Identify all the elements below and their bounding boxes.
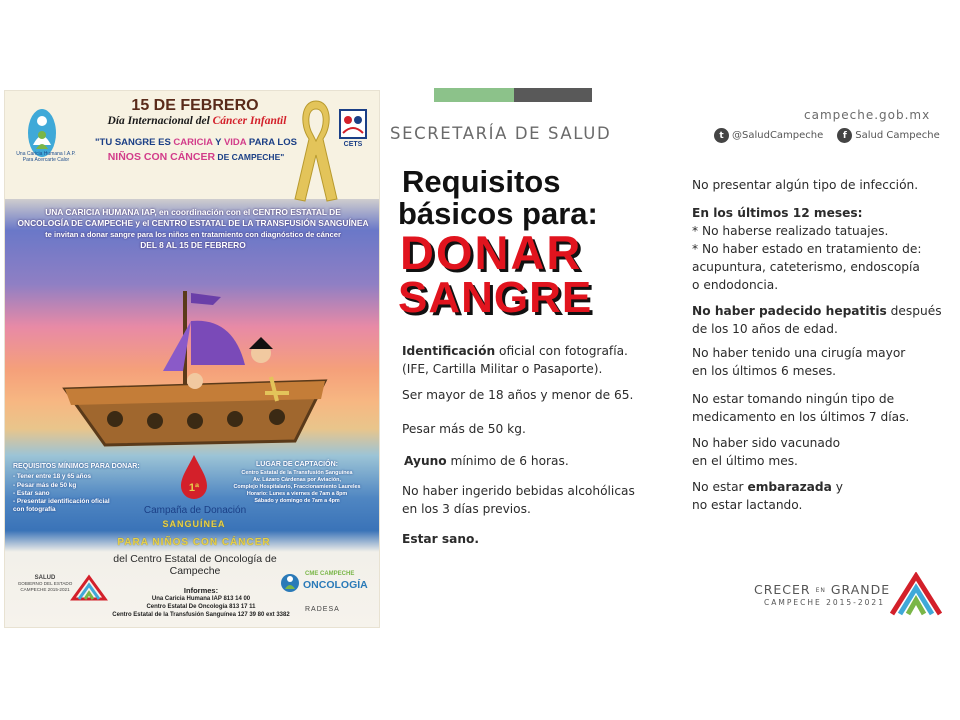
caricia-humana-logo-text (11, 151, 81, 163)
cets-logo-text: CETS (343, 141, 363, 148)
req-infeccion: No presentar algún tipo de infección. (692, 178, 919, 192)
req-bold: Identificación (402, 344, 496, 358)
cets-logo-icon (339, 109, 367, 149)
quote-caricia: CARICIA (173, 137, 213, 148)
quote-vida: VIDA (223, 137, 247, 148)
quote-ninos: NIÑOS CON CÁNCER (107, 151, 216, 163)
radesa-label: RADESA (305, 606, 340, 613)
req-text: (IFE, Cartilla Militar o Pasaporte). (402, 362, 603, 376)
day-title-prefix: Día Internacional del (107, 115, 213, 127)
poster-place-header: LUGAR DE CAPTACIÓN: (256, 461, 338, 468)
center-line: del Centro Estatal de Oncología de (113, 553, 277, 565)
req-bold: Ayuno (404, 454, 447, 468)
req-hepatitis (692, 302, 942, 338)
req-text: medicamento en los últimos 7 días. (692, 410, 910, 424)
facebook-handle: Salud Campeche (855, 130, 940, 141)
req-text: en el último mes. (692, 454, 798, 468)
cme-label: CME CAMPECHE (305, 571, 355, 577)
accent-bar-gray (514, 88, 592, 102)
req-text: No estar tomando ningún tipo de (692, 392, 895, 406)
req-edad: Ser mayor de 18 años y menor de 65. (402, 388, 634, 402)
title-line-sangre: SANGRE (398, 273, 593, 322)
poster-day-title (87, 115, 307, 127)
salud-sub: GOBIERNO DEL ESTADO (17, 581, 73, 586)
quote-part: "TU SANGRE ES (95, 137, 174, 148)
campeche-period: CAMPECHE 2015-2021 (764, 598, 885, 607)
campeche-triangle-logo-icon (890, 572, 942, 616)
quote-part: DE CAMPECHE" (215, 152, 285, 162)
title-line-donar: DONAR (400, 226, 583, 279)
req-vacunado (692, 434, 840, 470)
crecer-en: EN (815, 587, 826, 594)
req-sano (402, 530, 479, 548)
gold-ribbon-icon (291, 95, 341, 205)
req-peso: Pesar más de 50 kg. (402, 422, 526, 436)
secretaria-de-salud-heading: SECRETARÍA DE SALUD (390, 124, 612, 143)
pirate-ship-illustration (45, 281, 345, 461)
poster-campaign-title: Campaña de Donación (143, 505, 247, 516)
req-ayuno (404, 452, 569, 470)
req-text: No estar (692, 480, 748, 494)
req-bold: Estar sano. (402, 532, 480, 546)
req-text: * No haberse realizado tatuajes. (692, 224, 889, 238)
org-logo-tagline: Para Acercarte Calor (22, 157, 70, 163)
poster-location (219, 461, 375, 505)
poster-req-item: - Estar sano (13, 489, 50, 497)
info-line: Centro Estatal De Oncología 813 17 11 (146, 604, 256, 610)
center-line: Campeche (169, 565, 221, 577)
req-bold: En los últimos 12 meses: (692, 206, 863, 220)
poster-campaign-subtitle: SANGUÍNEA (162, 519, 226, 529)
req-text: acupuntura, cateterismo, endoscopía (692, 260, 920, 274)
req-text: * No haber estado en tratamiento de: (692, 242, 922, 256)
drop-label: 1ª (188, 482, 200, 494)
quote-part: PARA LOS (246, 137, 297, 148)
info-line: Centro Estatal de la Transfusión Sanguínea 127 39 80 ext 3382 (112, 612, 290, 618)
title-line-basicos: básicos para: (398, 196, 598, 231)
poster-place-line: Horario: Lunes a viernes de 7am a 8pm (246, 491, 348, 497)
crecer-en-grande-wordmark (754, 582, 890, 597)
invite-dates: DEL 8 AL 15 DE FEBRERO (140, 240, 246, 250)
website-url: campeche.gob.mx (804, 108, 931, 122)
twitter-handle: @SaludCampeche (732, 130, 824, 141)
req-text: No haber sido vacunado (692, 436, 841, 450)
req-ultimos-12-meses (692, 204, 921, 294)
crecer-text: GRANDE (825, 582, 891, 597)
req-text: no estar lactando. (692, 498, 803, 512)
poster-place-line: Sábado y domingo de 7am a 4pm (254, 498, 340, 504)
poster-req-header: REQUISITOS MÍNIMOS PARA DONAR: (13, 463, 140, 470)
poster-place-line: Centro Estatal de la Transfusión Sanguínea (241, 470, 353, 476)
info-line: Una Caricia Humana IAP 813 14 00 (151, 596, 251, 602)
facebook-icon: f (837, 128, 852, 143)
salud-label: SALUD (34, 575, 56, 581)
poster-center-name (85, 553, 305, 577)
org-logo-name: Una Caricia Humana I.A.P. (16, 151, 76, 157)
req-bold: embarazada (747, 480, 832, 494)
invite-line: te invitan a donar sangre para los niños en tratamiento con diagnóstico de cáncer (45, 230, 341, 239)
campaign-poster (4, 90, 380, 628)
poster-req-item: - Tener entre 18 y 65 años (13, 473, 92, 481)
poster-invitation (17, 207, 369, 251)
twitter-icon: t (714, 128, 729, 143)
salud-gobierno-logo-text (15, 575, 75, 593)
poster-req-item: - Presentar identificación oficial (13, 498, 110, 506)
poster-date: 15 DE FEBRERO (131, 97, 259, 114)
req-text: después (886, 304, 942, 318)
req-text: de los 10 años de edad. (692, 322, 838, 336)
info-header: Informes: (183, 586, 219, 595)
invite-line: ONCOLOGÍA DE CAMPECHE y el CENTRO ESTATAL DE LA TRANSFUSIÓN SANGUÍNEA (17, 218, 369, 228)
poster-req-item: con fotografía (13, 506, 56, 514)
req-bold: No haber padecido hepatitis (692, 304, 887, 318)
crecer-text: CRECER (754, 582, 816, 597)
req-text: en los 3 días previos. (402, 502, 531, 516)
req-identificacion (402, 342, 628, 378)
poster-campaign-subtitle2: PARA NIÑOS CON CÁNCER (117, 537, 271, 548)
req-text: y (831, 480, 843, 494)
req-alcohol (402, 482, 635, 518)
accent-bar-green (434, 88, 514, 102)
poster-quote-line2 (91, 151, 301, 163)
title-line-requisitos: Requisitos (402, 164, 561, 199)
req-embarazada (692, 478, 843, 514)
req-text: mínimo de 6 horas. (446, 454, 569, 468)
poster-quote-line1 (91, 137, 301, 148)
poster-contact-info (101, 587, 301, 619)
req-text: o endodoncia. (692, 278, 779, 292)
social-handles (714, 128, 940, 143)
salud-sub: CAMPECHE 2015-2021 (20, 587, 70, 592)
requirements-panel (382, 88, 956, 628)
day-title-highlight: Cáncer Infantil (212, 115, 287, 127)
poster-req-item: - Pesar más de 50 kg (13, 481, 77, 489)
poster-place-line: Av. Lázaro Cárdenas por Aviación, (253, 477, 341, 483)
invite-line: UNA CARICIA HUMANA IAP, en coordinación con el CENTRO ESTATAL DE (45, 207, 341, 217)
oncologia-label: ONCOLOGÍA (303, 579, 368, 591)
req-text: No haber ingerido bebidas alcohólicas (402, 484, 635, 498)
req-text: oficial con fotografía. (495, 344, 628, 358)
req-text: en los últimos 6 meses. (692, 364, 837, 378)
blood-drop-icon (177, 453, 211, 503)
poster-place-line: Complejo Hospitalario, Fraccionamiento Laureles (233, 484, 361, 490)
req-medicamento (692, 390, 909, 426)
req-cirugia (692, 344, 905, 380)
req-text: No haber tenido una cirugía mayor (692, 346, 906, 360)
quote-part: Y (212, 137, 224, 148)
